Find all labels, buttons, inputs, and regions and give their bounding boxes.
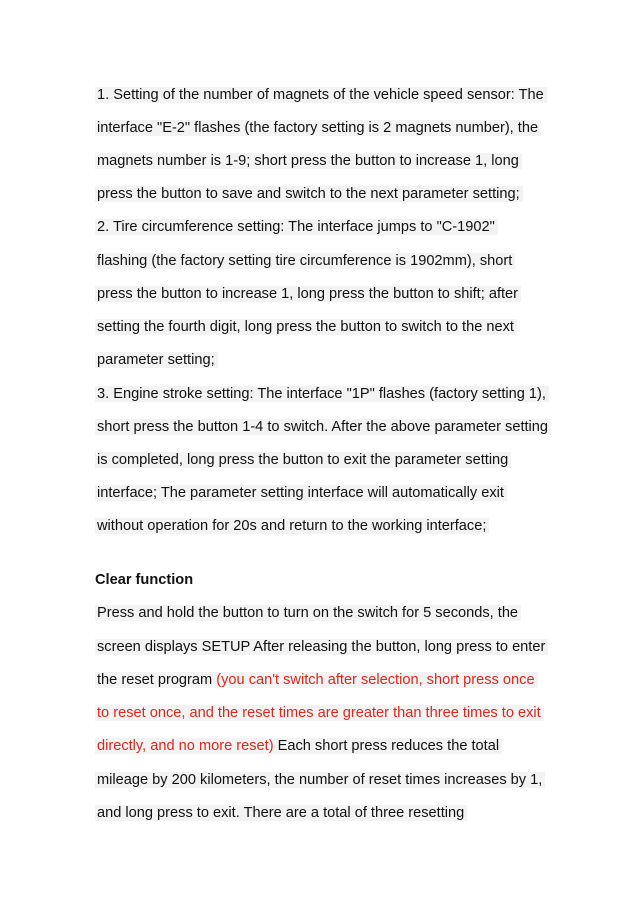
text-line-mixed [95,668,538,692]
text-segment: the reset program (you can't switch after selection, short press once [95,672,538,688]
text-line: 2. Tire circumference setting: The interface jumps to "C-1902" [95,215,498,239]
text-line: is completed, long press the button to exit the parameter setting [95,448,511,472]
text-line: press the button to save and switch to the next parameter setting; [95,182,523,206]
text-line: interface; The parameter setting interface will automatically exit [95,481,507,505]
text-line: magnets number is 1-9; short press the button to increase 1, long [95,149,522,173]
warning-text: directly, and no more reset) [97,738,274,754]
text-line: interface "E-2" flashes (the factory setting is 2 magnets number), the [95,116,541,140]
text-segment: directly, and no more reset) Each short press reduces the total [95,738,502,754]
text-line: without operation for 20s and return to the working interface; [95,514,489,538]
text-line: press the button to increase 1, long press the button to shift; after [95,282,521,306]
text-line: setting the fourth digit, long press the button to switch to the next [95,315,517,339]
warning-text: to reset once, and the reset times are greater than three times to exit [95,705,544,721]
text-line: short press the button 1-4 to switch. After the above parameter setting [95,415,551,439]
text-line: flashing (the factory setting tire circumference is 1902mm), short [95,249,515,273]
text-line-mixed [95,734,502,758]
text-line: Press and hold the button to turn on the switch for 5 seconds, the [95,601,521,625]
text-line: screen displays SETUP After releasing the button, long press to enter [95,635,548,659]
warning-text: (you can't switch after selection, short press once [216,672,535,688]
text-line: 3. Engine stroke setting: The interface "1P" flashes (factory setting 1), [95,382,549,406]
text-line: and long press to exit. There are a total of three resetting [95,801,467,825]
text-line: 1. Setting of the number of magnets of the vehicle speed sensor: The [95,83,547,107]
section-heading-clear-function: Clear function [95,572,194,588]
text-line: mileage by 200 kilometers, the number of reset times increases by 1, [95,768,545,792]
text-line: parameter setting; [95,348,218,372]
text-line-red [95,701,544,725]
